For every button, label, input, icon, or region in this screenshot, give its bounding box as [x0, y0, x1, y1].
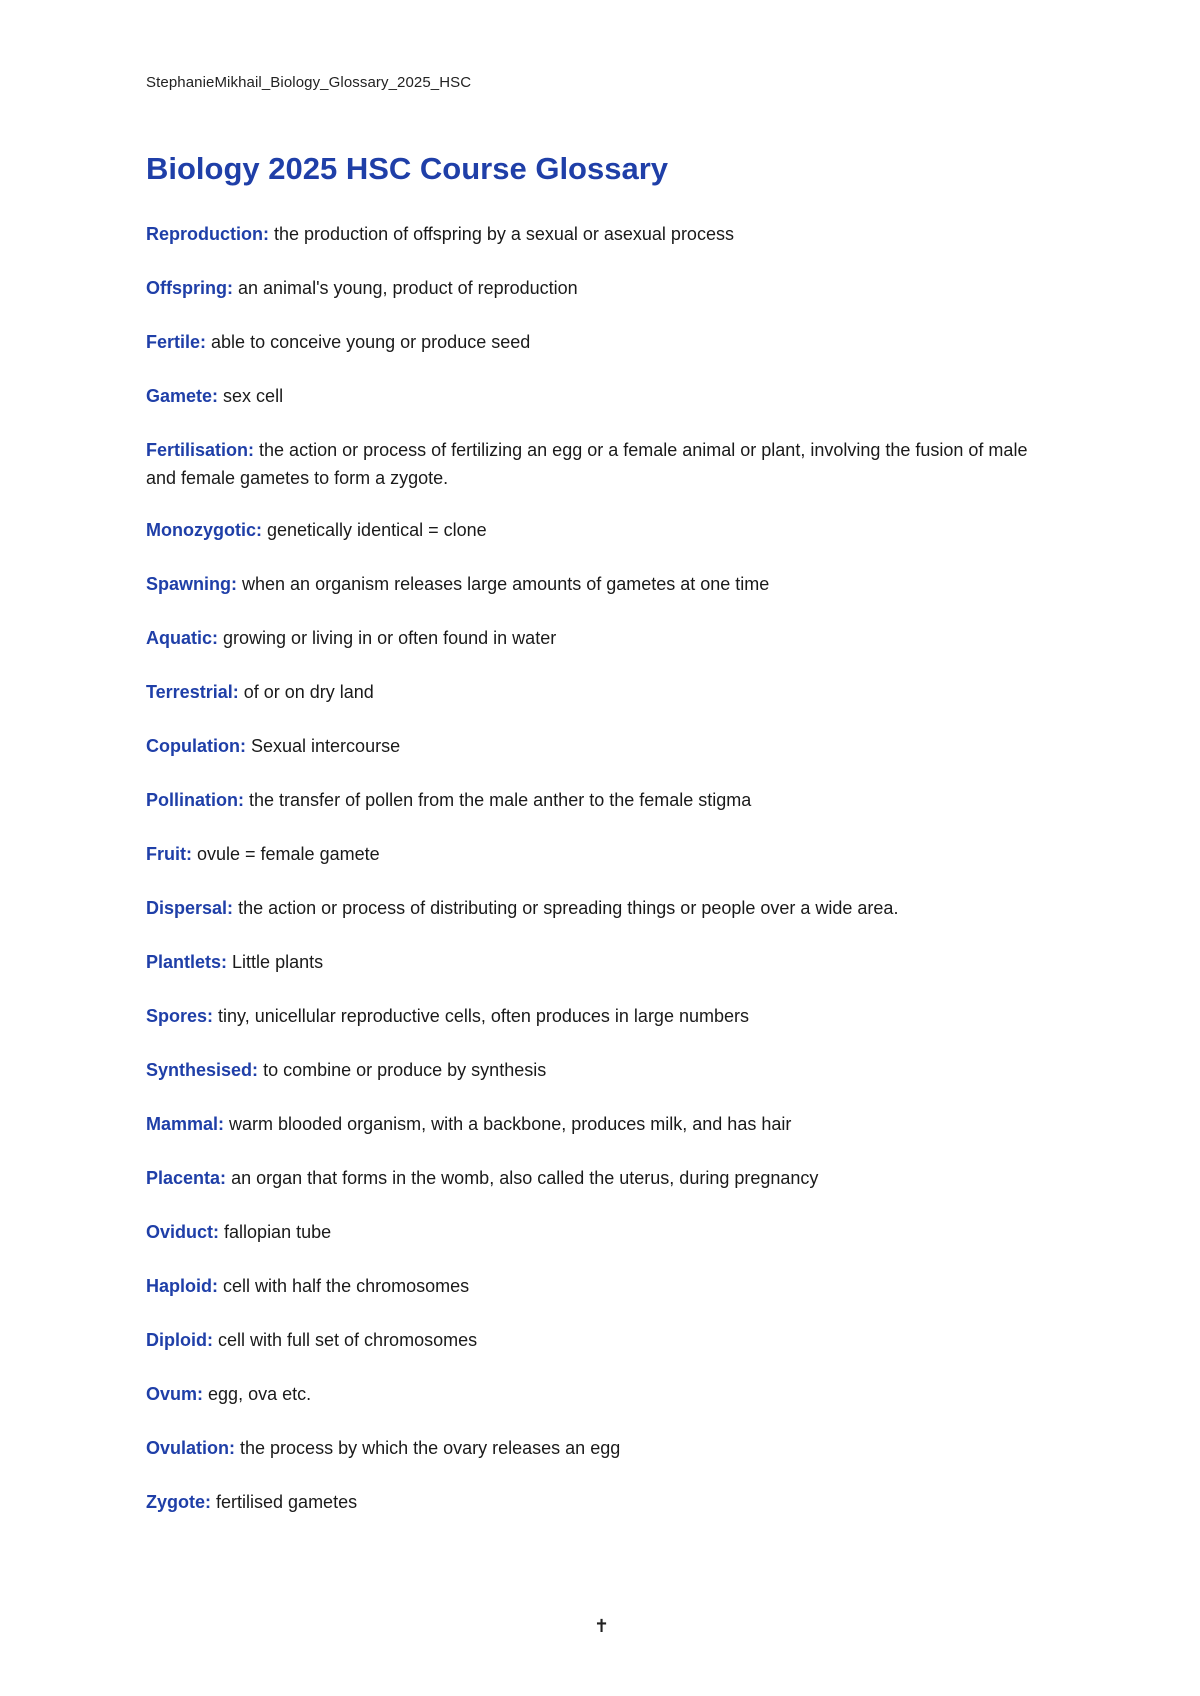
glossary-term: Terrestrial:: [146, 682, 239, 702]
glossary-term: Placenta:: [146, 1168, 227, 1188]
glossary-term: Synthesised:: [146, 1060, 259, 1080]
glossary-entry: [146, 840, 1046, 868]
glossary-term: Fertilisation:: [146, 440, 255, 460]
glossary-term: Fertile:: [146, 332, 207, 352]
glossary-entry: [146, 382, 1046, 410]
glossary-entry: [146, 1272, 1046, 1300]
glossary-term: Spores:: [146, 1006, 214, 1026]
glossary-entry: [146, 1164, 1046, 1192]
glossary-entry: [146, 786, 1046, 814]
glossary-definition: Little plants: [232, 952, 324, 972]
glossary-term: Diploid:: [146, 1330, 213, 1350]
glossary-entry: [146, 1056, 1046, 1084]
glossary-entry: [146, 1434, 1046, 1462]
glossary-definition: the action or process of distributing or spreading things or people over a wide area.: [238, 898, 899, 918]
glossary-definition: fallopian tube: [224, 1222, 332, 1242]
glossary-definition: ovule = female gamete: [197, 844, 380, 864]
glossary-entry: [146, 894, 1046, 922]
glossary-entry: [146, 516, 1046, 544]
glossary-definition: an animal's young, product of reproduction: [238, 278, 578, 298]
glossary-definition: growing or living in or often found in water: [223, 628, 557, 648]
glossary-definition: the transfer of pollen from the male anther to the female stigma: [249, 790, 752, 810]
glossary-term: Spawning:: [146, 574, 237, 594]
glossary-entry: [146, 220, 1046, 248]
glossary-term: Plantlets:: [146, 952, 228, 972]
glossary-term: Ovum:: [146, 1384, 204, 1404]
glossary-entry: [146, 274, 1046, 302]
glossary-entry: [146, 1110, 1046, 1138]
glossary-entry: [146, 436, 1046, 492]
glossary-entry: [146, 1218, 1046, 1246]
glossary-entry: [146, 624, 1046, 652]
glossary-term: Fruit:: [146, 844, 192, 864]
glossary-term: Reproduction:: [146, 224, 269, 244]
glossary-list: [146, 220, 1046, 1542]
glossary-term: Haploid:: [146, 1276, 218, 1296]
glossary-definition: the production of offspring by a sexual or asexual process: [274, 224, 734, 244]
glossary-entry: [146, 948, 1046, 976]
glossary-term: Dispersal:: [146, 898, 234, 918]
glossary-term: Monozygotic:: [146, 520, 262, 540]
glossary-definition: an organ that forms in the womb, also called the uterus, during pregnancy: [231, 1168, 819, 1188]
glossary-definition: cell with full set of chromosomes: [218, 1330, 478, 1350]
glossary-definition: genetically identical = clone: [267, 520, 487, 540]
glossary-definition: egg, ova etc.: [208, 1384, 312, 1404]
glossary-entry: [146, 1002, 1046, 1030]
glossary-definition: warm blooded organism, with a backbone, produces milk, and has hair: [229, 1114, 792, 1134]
glossary-entry: [146, 1380, 1046, 1408]
glossary-term: Gamete:: [146, 386, 219, 406]
glossary-definition: to combine or produce by synthesis: [263, 1060, 547, 1080]
glossary-definition: cell with half the chromosomes: [223, 1276, 470, 1296]
glossary-entry: [146, 732, 1046, 760]
running-header: StephanieMikhail_Biology_Glossary_2025_HSC: [146, 74, 472, 91]
page-title: Biology 2025 HSC Course Glossary: [146, 151, 669, 186]
glossary-entry: [146, 328, 1046, 356]
glossary-definition: when an organism releases large amounts of gametes at one time: [242, 574, 770, 594]
glossary-definition: tiny, unicellular reproductive cells, often produces in large numbers: [218, 1006, 749, 1026]
glossary-definition: the action or process of fertilizing an egg or a female animal or plant, involving the fusion of male and female gametes to form a zygote.: [146, 440, 1028, 488]
glossary-term: Mammal:: [146, 1114, 225, 1134]
glossary-entry: [146, 1326, 1046, 1354]
glossary-definition: able to conceive young or produce seed: [211, 332, 531, 352]
glossary-term: Offspring:: [146, 278, 233, 298]
cross-icon: ✝: [594, 1616, 610, 1636]
glossary-definition: Sexual intercourse: [251, 736, 401, 756]
glossary-entry: [146, 1488, 1046, 1516]
glossary-definition: fertilised gametes: [216, 1492, 358, 1512]
glossary-definition: of or on dry land: [243, 682, 374, 702]
glossary-definition: sex cell: [223, 386, 284, 406]
glossary-term: Oviduct:: [146, 1222, 220, 1242]
glossary-entry: [146, 570, 1046, 598]
glossary-term: Zygote:: [146, 1492, 211, 1512]
glossary-term: Aquatic:: [146, 628, 218, 648]
glossary-term: Pollination:: [146, 790, 244, 810]
glossary-term: Ovulation:: [146, 1438, 235, 1458]
glossary-entry: [146, 678, 1046, 706]
glossary-definition: the process by which the ovary releases an egg: [240, 1438, 621, 1458]
glossary-term: Copulation:: [146, 736, 246, 756]
